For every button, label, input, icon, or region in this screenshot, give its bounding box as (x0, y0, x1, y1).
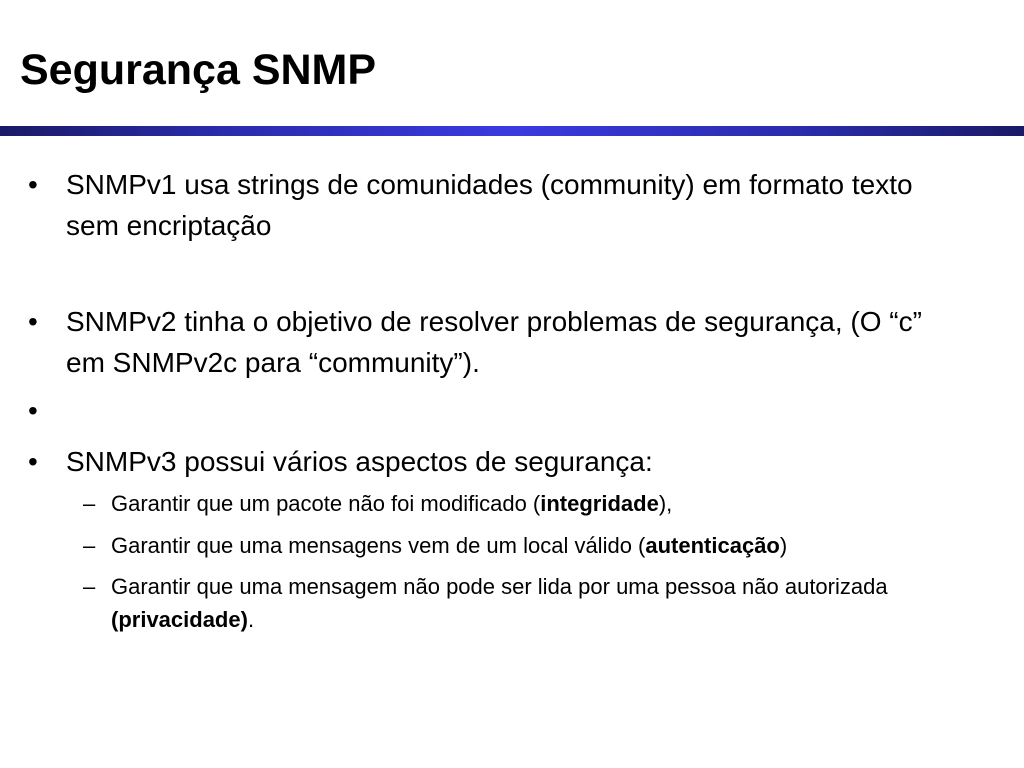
sub-item-keyword: (privacidade) (111, 607, 248, 632)
dash-marker: – (83, 491, 96, 516)
sub-item-keyword: autenticação (645, 533, 780, 558)
sub-item-text: Garantir que uma mensagens vem de um local válido ( (111, 533, 646, 558)
sub-item-privacidade (111, 570, 991, 636)
bullet-item-snmpv1: SNMPv1 usa strings de comunidades (community) em formato texto sem encriptação (66, 169, 913, 241)
bullet-marker: • (28, 169, 38, 200)
bullet-marker: • (28, 395, 38, 426)
bullet-marker: • (28, 306, 38, 337)
bullet-item-snmpv3: SNMPv3 possui vários aspectos de segurança: (66, 446, 653, 477)
bullet-item-snmpv2: SNMPv2 tinha o objetivo de resolver problemas de segurança, (O “c” em SNMPv2c para “community”). (66, 306, 922, 378)
sub-item-text-end: . (247, 607, 255, 632)
bullet-marker: • (28, 446, 38, 477)
sub-item-text: Garantir que um pacote não foi modificado ( (111, 491, 541, 516)
slide-title: Segurança SNMP (20, 46, 377, 94)
sub-item-autenticacao (111, 529, 991, 562)
sub-item-keyword: integridade (540, 491, 659, 516)
sub-item-integridade (111, 487, 991, 520)
dash-marker: – (83, 533, 96, 558)
sub-item-text: Garantir que uma mensagem não pode ser lida por uma pessoa não autorizada (111, 574, 888, 599)
dash-marker: – (83, 574, 96, 599)
sub-item-text-end: ), (658, 491, 673, 516)
sub-item-text-end: ) (779, 533, 788, 558)
